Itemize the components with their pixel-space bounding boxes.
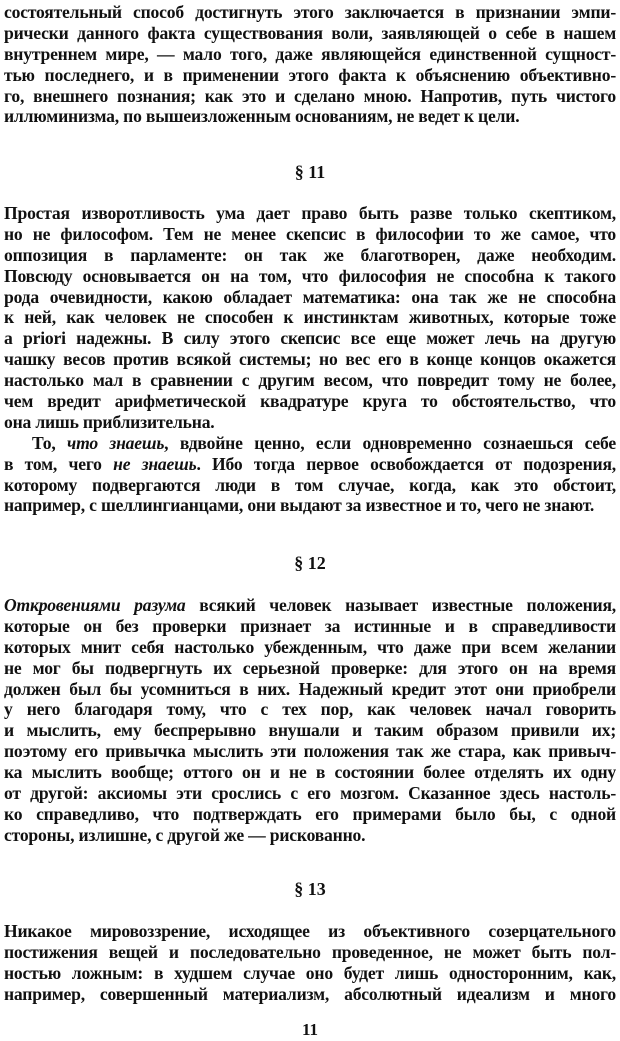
section-12-paragraph (4, 595, 616, 846)
section-heading-12: § 12 (294, 553, 326, 573)
emphasis: что знаешь (67, 432, 165, 453)
text-line: она лишь приблизительна. (4, 411, 215, 432)
section-11-paragraph-1 (4, 203, 616, 516)
text-line: от другой: аксиомы эти срослись с его мозгом. Сказанное здесь настоль- (4, 783, 616, 804)
text-line: поэтому его привычка мыслить эти положения так же стара, как привыч- (4, 741, 616, 762)
text-run: всякий человек называет известные положения, (185, 595, 616, 615)
text-line (4, 454, 616, 475)
emphasis: не знаешь (113, 453, 197, 474)
text-line: Никакое мировоззрение, исходящее из объективного созерцательного (4, 921, 616, 941)
text-line: чашку весов против всякой системы; но вес его в конце концов окажется (4, 349, 616, 370)
text-line: ка мыслить вообще; оттого он и не в состоянии более отделять их одну (4, 762, 616, 783)
section-heading-13: § 13 (294, 879, 326, 899)
text-run: . Ибо тогда первое освобождается от подозрения, (196, 453, 617, 474)
text-line: иллюминизма, по вышеизложенным основаниям, не ведет к цели. (4, 106, 520, 127)
text-line: которые он без проверки признает за истинные и в справедливости (4, 615, 616, 636)
text-line: постижения вещей и последовательно проведенное, не может быть пол- (4, 941, 616, 962)
text-run: в том, чего (4, 453, 114, 474)
text-line: Простая изворотливость ума дает право быть разве только скептиком, (4, 203, 616, 223)
text-line: например, с шеллингианцами, они выдают за известное и то, чего не знают. (4, 495, 595, 516)
text-line: стороны, излишне, с другой же — рискованно. (4, 824, 366, 845)
text-line: к ней, как человек не способен к инстинктам животных, которые тоже (4, 307, 616, 328)
text-line: внутреннем мире, — мало того, даже являющейся единственной сущност- (4, 43, 616, 64)
text-line (4, 595, 616, 616)
text-line: ностью ложным: в худшем случае оно будет лишь односторонним, как, (4, 962, 616, 983)
text-line: рода очевидности, какою обладает математика: она так же не способна (4, 286, 616, 307)
text-line: го, внешнего познания; как это и сделано мною. Напротив, путь чистого (4, 85, 616, 106)
text-line: но не философом. Тем не менее скепсис в философии то же самое, что (4, 223, 616, 244)
text-line: a priori надежны. В силу этого скепсис все еще может лечь на другую (4, 328, 616, 349)
text-line: у него благодаря тому, что с тех пор, как человек начал говорить (4, 699, 616, 720)
section-heading-11: § 11 (294, 162, 326, 182)
text-line: которых мнит себя настолько убежденным, что даже при всем желании (4, 636, 616, 657)
text-line: рически данного факта существования воли, заявляющей о себе в нашем (4, 22, 616, 43)
text-line: Повсюду основывается он на том, что философия не способна к такого (4, 265, 616, 286)
text-line: оппозиция в парламенте: он так же благотворен, даже необходим. (4, 244, 616, 265)
text-line (4, 433, 616, 454)
section-13-paragraph (4, 921, 616, 1005)
text-run: , вдвойне ценно, если одновременно сознаешься себе (164, 432, 616, 453)
text-line: которому подвергаются люди в том случае, когда, как это обстоит, (4, 474, 616, 495)
text-line: состоятельный способ достигнуть этого заключается в признании эмпи- (4, 2, 616, 22)
text-line: не мог бы подвергнуть их серьезной проверке: для этого он на время (4, 657, 616, 678)
text-run: То, (32, 432, 68, 453)
text-line: должен был бы усомниться в них. Надежный кредит этот они приобрели (4, 678, 616, 699)
paragraph-top (4, 2, 616, 127)
text-line: настолько мал в сравнении с другим весом, что повредит тому не более, (4, 370, 616, 391)
page-number: 11 (301, 1020, 319, 1039)
text-line: тью последнего, и в применении этого факта к объяснению объективно- (4, 64, 616, 85)
text-line: и мыслить, ему беспрерывно внушали и таким образом привили их; (4, 720, 616, 741)
emphasis: Откровениями разума (4, 595, 186, 615)
text-line: чем вредит арифметической квадратуре круга то обстоятельство, что (4, 391, 616, 412)
text-line: ко справедливо, что подтверждать его примерами было бы, с одной (4, 803, 616, 824)
text-line: например, совершенный материализм, абсолютный идеализм и много (4, 983, 616, 1004)
